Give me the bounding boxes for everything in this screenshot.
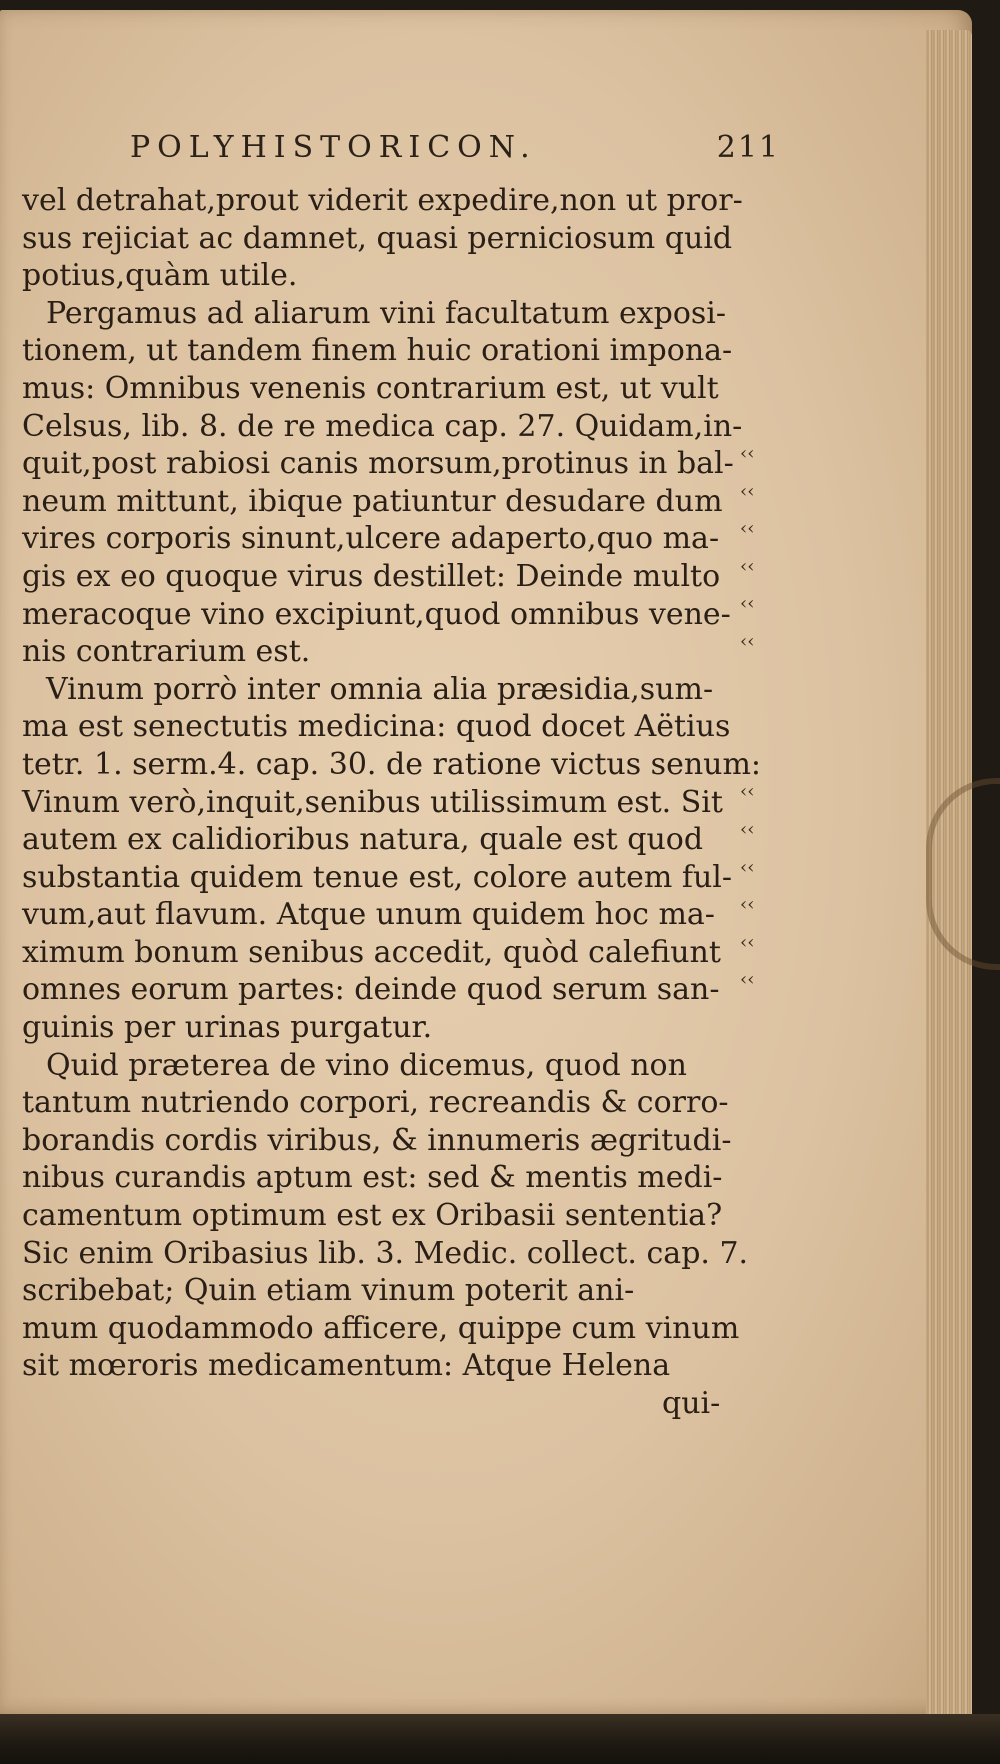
text-line: nibus curandis aptum est: sed & mentis medi- (22, 1160, 723, 1196)
text-line: autem ex calidioribus natura, quale est quod (22, 822, 704, 858)
quote-mark: ‹‹ (740, 856, 755, 878)
text-line: meracoque vino excipiunt,quod omnibus vene- (22, 596, 731, 632)
text-line: borandis cordis viribus, & innumeris ægritudi- (22, 1122, 732, 1158)
text-line: Sic enim Oribasius lib. 3. Medic. collect. cap. 7. (22, 1235, 749, 1271)
margin-quote-marks (740, 435, 810, 999)
quote-mark: ‹‹ (740, 894, 755, 916)
quote-mark: ‹‹ (740, 969, 755, 991)
text-line: vel detrahat,prout viderit expedire,non ut pror- (22, 183, 743, 218)
text-line: Vinum porrò inter omnia alia præsidia,sum- (46, 671, 714, 707)
quote-mark: ‹‹ (740, 593, 755, 615)
text-line: ma est senectutis medicina: quod docet Aëtius (22, 709, 731, 745)
text-line: mum quodammodo afficere, quippe cum vinum (22, 1310, 740, 1346)
quote-mark: ‹‹ (740, 555, 755, 577)
book-page (0, 10, 972, 1718)
text-line: neum mittunt, ibique patiuntur desudare dum (22, 483, 723, 519)
text-line: tantum nutriendo corpori, recreandis & corro- (22, 1085, 729, 1121)
text-line: vum,aut flavum. Atque unum quidem hoc ma- (22, 897, 715, 933)
quote-mark: ‹‹ (740, 518, 755, 540)
text-line: potius,quàm utile. (22, 258, 298, 294)
text-line: ximum bonum senibus accedit, quòd calefiunt (22, 934, 721, 970)
page-number: 211 (716, 130, 780, 165)
quote-mark: ‹‹ (740, 781, 755, 803)
text-line: quit,post rabiosi canis morsum,protinus in bal- (22, 446, 734, 482)
book-bottom-edge (0, 1714, 1000, 1764)
page-header (130, 130, 780, 176)
text-line: Vinum verò,inquit,senibus utilissimum est. Sit (22, 784, 723, 820)
running-title: POLYHISTORICON. (130, 130, 537, 165)
text-line: Celsus, lib. 8. de re medica cap. 27. Quidam,in- (22, 408, 743, 444)
text-line: tetr. 1. serm.4. cap. 30. de ratione victus senum: (22, 746, 762, 782)
quote-mark: ‹‹ (740, 480, 755, 502)
text-line: Pergamus ad aliarum vini facultatum exposi- (46, 295, 727, 331)
text-line: substantia quidem tenue est, colore autem ful- (22, 859, 733, 895)
text-line: guinis per urinas purgatur. (22, 1010, 433, 1046)
quote-mark (740, 661, 810, 699)
text-line: Quid præterea de vino dicemus, quod non (46, 1047, 687, 1083)
text-line: sus rejiciat ac damnet, quasi perniciosum quid (22, 220, 733, 256)
catchword: qui- (662, 1386, 721, 1421)
text-line: camentum optimum est ex Oribasii sententia? (22, 1198, 723, 1234)
body-text (22, 182, 762, 1423)
quote-mark: ‹‹ (740, 630, 755, 652)
quote-mark (740, 698, 810, 736)
quote-mark (740, 736, 810, 774)
text-line: sit mœroris medicamentum: Atque Helena (22, 1348, 671, 1384)
quote-mark: ‹‹ (740, 931, 755, 953)
text-line: vires corporis sinunt,ulcere adaperto,quo ma- (22, 521, 720, 557)
text-line: nis contrarium est. (22, 634, 311, 670)
text-line: scribebat; Quin etiam vinum poterit ani- (22, 1273, 635, 1309)
quote-mark: ‹‹ (740, 818, 755, 840)
text-line: omnes eorum partes: deinde quod serum san- (22, 972, 720, 1008)
text-line: mus: Omnibus venenis contrarium est, ut vult (22, 370, 719, 406)
quote-mark: ‹‹ (740, 443, 755, 464)
text-line: gis ex eo quoque virus destillet: Deinde multo (22, 558, 721, 594)
text-line: tionem, ut tandem finem huic orationi impona- (22, 333, 733, 369)
